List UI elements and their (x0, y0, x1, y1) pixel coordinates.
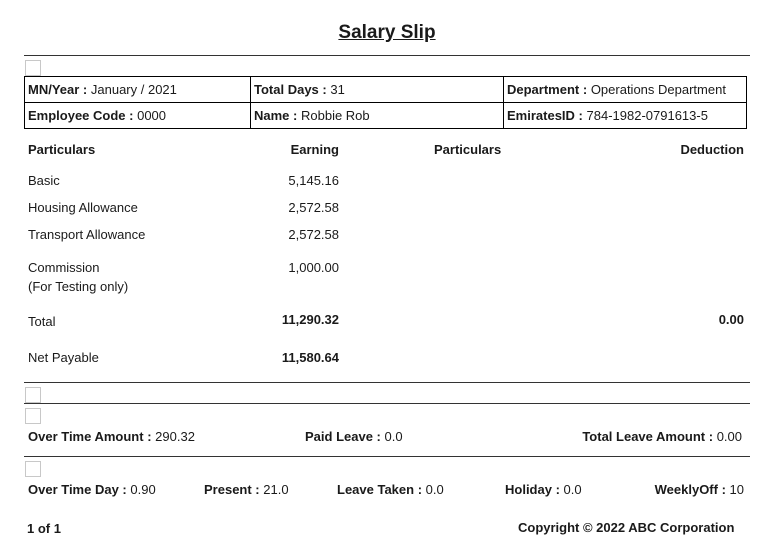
overtime-amount: Over Time Amount : 290.32 (28, 429, 195, 444)
checkbox[interactable] (25, 408, 41, 424)
divider (24, 403, 750, 404)
paid-leave: Paid Leave : 0.0 (305, 429, 403, 444)
row-earning: 2,572.58 (288, 200, 339, 215)
checkbox[interactable] (25, 461, 41, 477)
particulars-header: Particulars (28, 142, 96, 157)
row-label: Transport Allowance (28, 227, 146, 242)
total-days-cell: Total Days : 31 (251, 77, 504, 103)
row-earning: 1,000.00 (288, 260, 339, 275)
department-cell: Department : Operations Department (504, 77, 747, 103)
copyright: Copyright © 2022 ABC Corporation (518, 520, 735, 535)
net-payable-value: 11,580.64 (281, 350, 339, 365)
mn-year-cell: MN/Year : January / 2021 (25, 77, 251, 103)
divider (24, 456, 750, 457)
total-leave-amount: Total Leave Amount : 0.00 (582, 429, 742, 444)
leave-taken: Leave Taken : 0.0 (337, 482, 444, 497)
row-label: Commission (28, 260, 100, 275)
row-label: Housing Allowance (28, 200, 138, 215)
holiday: Holiday : 0.0 (505, 482, 582, 497)
net-payable-label: Net Payable (28, 350, 99, 365)
row-label-note: (For Testing only) (28, 279, 129, 294)
checkbox[interactable] (25, 60, 41, 76)
divider (24, 55, 750, 56)
checkbox[interactable] (25, 387, 41, 403)
row-earning: 2,572.58 (288, 227, 339, 242)
weekly-off: WeeklyOff : 10 (654, 482, 744, 497)
total-earning: 11,290.32 (281, 312, 339, 327)
name-cell: Name : Robbie Rob (251, 103, 504, 129)
overtime-day: Over Time Day : 0.90 (28, 482, 156, 497)
deduction-header: Deduction (680, 142, 744, 157)
total-label: Total (28, 314, 56, 329)
present: Present : 21.0 (204, 482, 289, 497)
particulars-header-2: Particulars (434, 142, 502, 157)
employee-info-table (24, 76, 747, 129)
row-earning: 5,145.16 (288, 173, 339, 188)
row-label: Basic (28, 173, 60, 188)
total-deduction: 0.00 (718, 312, 744, 327)
earning-header: Earning (290, 142, 339, 157)
employee-code-cell: Employee Code : 0000 (25, 103, 251, 129)
divider (24, 382, 750, 383)
page-number: 1 of 1 (27, 521, 61, 536)
emirates-id-cell: EmiratesID : 784-1982-0791613-5 (504, 103, 747, 129)
page-title: Salary Slip (338, 22, 436, 43)
